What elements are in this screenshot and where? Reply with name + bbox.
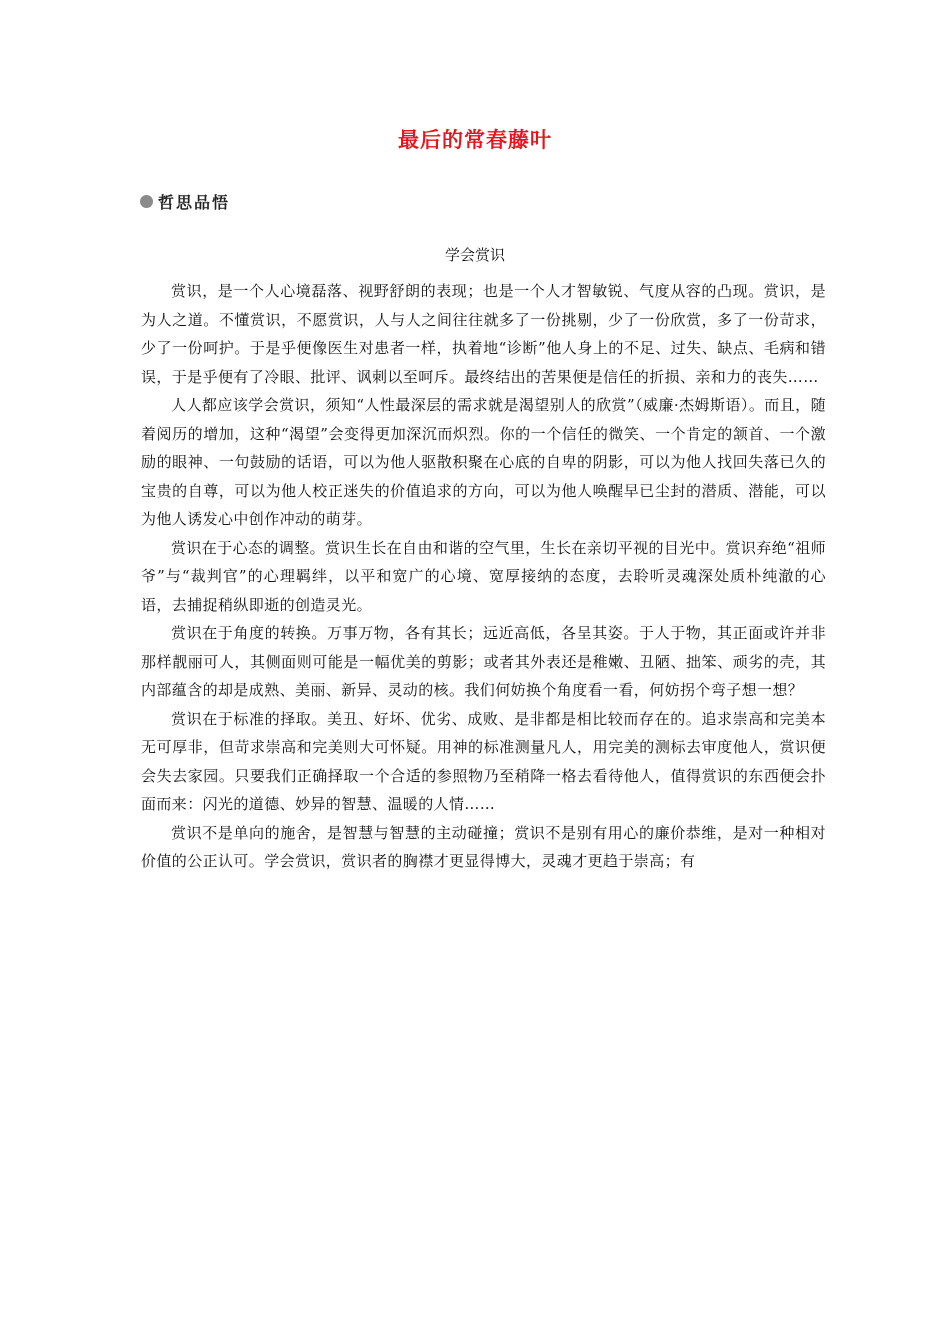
paragraph: 赏识在于角度的转换。万事万物，各有其长；远近高低，各呈其姿。于人于物，其正面或许并非那样靓丽可人，其侧面则可能是一幅优美的剪影；或者其外表还是稚嫩、丑陋、拙笨、顽劣的壳，其内部蕴含的却是成熟、美丽、新异、灵动的核。我们何妨换个角度看一看，何妨拐个弯子想一想？ bbox=[141, 624, 826, 699]
bullet-dot-icon bbox=[140, 195, 153, 208]
article-body bbox=[141, 277, 826, 876]
paragraph: 赏识在于心态的调整。赏识生长在自由和谐的空气里，生长在亲切平视的目光中。赏识弃绝“祖师爷”与“裁判官”的心理羁绊，以平和宽广的心境、宽厚接纳的态度，去聆听灵魂深处质朴纯澈的心语，去捕捉稍纵即逝的创造灵光。 bbox=[141, 538, 826, 614]
document-title: 最后的常春藤叶 bbox=[398, 128, 552, 152]
paragraph: 人人都应该学会赏识，须知“人性最深层的需求就是渴望别人的欣赏”（威廉·杰姆斯语）。而且，随着阅历的增加，这种“渴望”会变得更加深沉而炽烈。你的一个信任的微笑、一个肯定的颔首、一个激励的眼神、一句鼓励的话语，可以为他人驱散积聚在心底的自卑的阴影，可以为他人找回失落已久的宝贵的自尊，可以为他人校正迷失的价值追求的方向，可以为他人唤醒早已尘封的潜质、潜能，可以为他人诱发心中创作冲动的萌芽。 bbox=[141, 396, 826, 528]
article-title: 学会赏识 bbox=[444, 246, 505, 264]
paragraph: 赏识，是一个人心境磊落、视野舒朗的表现；也是一个人才智敏锐、气度从容的凸现。赏识，是为人之道。不懂赏识，不愿赏识，人与人之间往往就多了一份挑剔，少了一份欣赏，多了一份苛求，少了一份呵护。于是乎便像医生对患者一样，执着地“诊断”他人身上的不足、过失、缺点、毛病和错误，于是乎便有了冷眼、批评、讽刺以至呵斥。最终结出的苦果便是信任的折损、亲和力的丧失…… bbox=[141, 282, 826, 386]
section-heading-label: 哲思品悟 bbox=[158, 193, 231, 212]
paragraph: 赏识不是单向的施舍，是智慧与智慧的主动碰撞；赏识不是别有用心的廉价恭维，是对一种相对价值的公正认可。学会赏识，赏识者的胸襟才更显得博大，灵魂才更趋于崇高；有 bbox=[141, 823, 826, 870]
section-heading bbox=[140, 190, 230, 213]
paragraph: 赏识在于标准的择取。美丑、好坏、优劣、成败、是非都是相比较而存在的。追求崇高和完美本无可厚非，但苛求崇高和完美则大可怀疑。用神的标准测量凡人，用完美的测标去审度他人，赏识便会失去家园。只要我们正确择取一个合适的参照物乃至稍降一格去看待他人，值得赏识的东西便会扑面而来：闪光的道德、妙异的智慧、温暖的人情…… bbox=[141, 709, 826, 813]
